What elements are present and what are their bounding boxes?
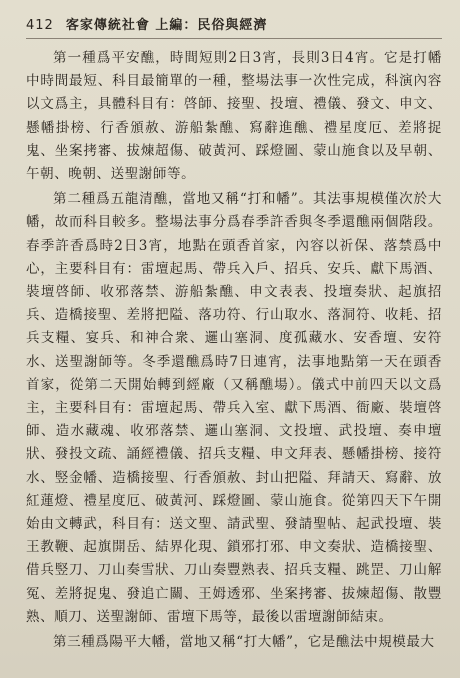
body-text <box>26 47 442 654</box>
paragraph-ping-an-jiao: 第一種爲平安醮，時間短則2日3宵，長則3日4宵。它是打幡中時間最短、科目最簡單的一種，整場法事一次性完成，科演內容以文爲主，具體科目有：啓師、接聖、投壇、禮儀、發文、申文、懸幡掛榜、行香頒赦、游船紮醮、寫辭進醮、禮星度厄、差將捉鬼、坐案拷審、拔煉超傷、破黃河、踩燈圖、蒙山施食以及早朝、午朝、晚朝、送聖謝師等。 <box>26 50 442 183</box>
paragraph-wu-long-qing-jiao: 第二種爲五龍清醮，當地又稱“打和幡”。其法事規模僅次於大幡，故而科目較多。整場法事分爲春季許香與冬季還醮兩個階段。春季許香爲時2日3宵，地點在頭香首家，內容以祈保、落禁爲中心，主要科目有：雷壇起馬、帶兵入戶、招兵、安兵、獻下馬酒、裝壇啓師、收邪落禁、游船紮醮、申文表表、投壇奏狀、起旗招兵、造橋接聖、差將把隘、落功符、行山取水、落洞符、收耗、招兵支糧、宴兵、和神合衆、邏山塞洞、度孤藏水、安香壇、安符水、送聖謝師等。冬季還醮爲時7日連宵，法事地點第一天在頭香首家，從第二天開始轉到經廠（又稱醮場）。儀式中前四天以文爲主，主要科目有：雷壇起馬、帶兵入室、獻下馬酒、衙廠、裝壇啓師、造水藏魂、收邪落禁、邏山塞洞、文投壇、武投壇、奏申壇狀、發投文疏、誦經禮儀、招兵支糧、申文拜表、懸幡掛榜、接符水、竪金幡、造橋接聖、行香頒赦、封山把隘、拜請天、寫辭、放紅蓮燈、禮星度厄、破黃河、踩燈圖、蒙山施食。從第四天下午開始由文轉武，科目有：送文聖、請武聖、發請聖帖、起武投壇、裝王教鞭、起旗開岳、結界化現、鎖邪打邪、申文奏狀、造橋接聖、借兵竪刀、刀山奏雪狀、刀山奏豐熟表、招兵支糧、跳罡、刀山解冤、差將捉鬼、發追亡關、王姆透邪、坐案拷審、拔煉超傷、散豐熟、順刀、送聖謝師、雷壇下馬等，最後以雷壇謝師結束。 <box>26 191 442 625</box>
running-head: 客家傳統社會 上編：民俗與經濟 <box>65 18 268 33</box>
paragraph-yang-ping-da-fan: 第三種爲陽平大幡，當地又稱“打大幡”，它是醮法中規模最大 <box>53 634 435 651</box>
page-header <box>26 14 442 39</box>
page-number: 412 <box>26 18 54 33</box>
